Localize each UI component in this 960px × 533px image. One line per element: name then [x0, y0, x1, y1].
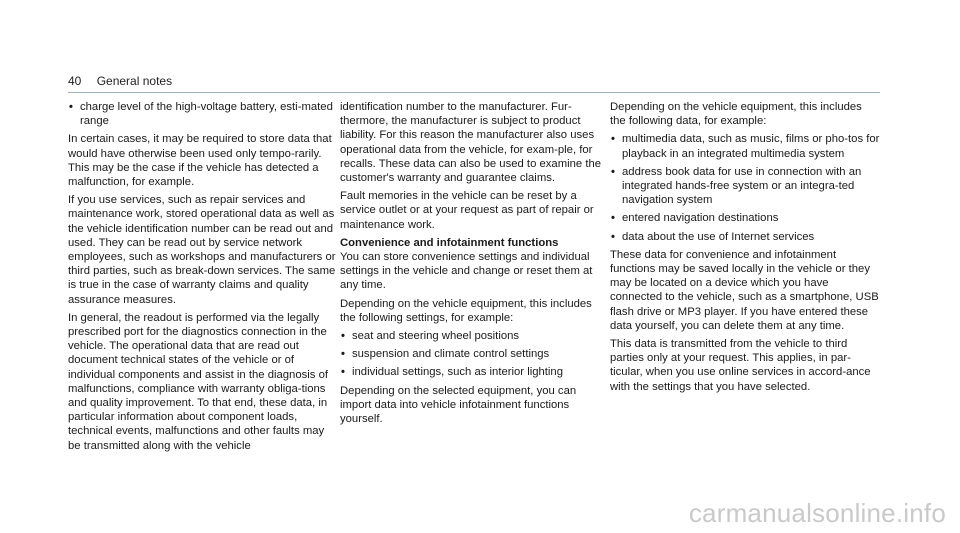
- section-title: General notes: [96, 74, 173, 88]
- page-header: [68, 74, 172, 88]
- bullet-list: [340, 329, 610, 380]
- list-item: [68, 100, 338, 128]
- bullet-list: [610, 132, 880, 243]
- paragraph: In general, the readout is performed via the legally prescribed port for the diagnostics connection in the vehicle. The operational data that are read out document technical states of the vehicle or of individual components and assist in the diagnosis of malfunctions, compliance with warranty obliga-tions and quality improvement. To that end, these data, in particular information about component loads, technical events, malfunctions and other faults may be transmitted along with the vehicle: [68, 311, 328, 452]
- list-item: [610, 211, 880, 225]
- list-item: [340, 329, 610, 343]
- paragraph: identification number to the manufacturer. Fur-thermore, the manufacturer is subject to product liability. For this reason the manufacturer also uses operational data from the vehicle, for exam-ple, for recalls. These data can also be used to examine the customer's warranty and guarantee claims.: [340, 101, 602, 185]
- list-item-text: data about the use of Internet services: [622, 230, 815, 243]
- bullet-icon: •: [611, 212, 615, 225]
- paragraph: Fault memories in the vehicle can be reset by a service outlet or at your request as part of repair or maintenance work.: [340, 190, 594, 231]
- bullet-icon: •: [341, 366, 345, 379]
- bullet-icon: •: [69, 101, 73, 113]
- bullet-icon: •: [611, 165, 615, 178]
- list-item-text: charge level of the high-voltage battery, esti-mated range: [80, 101, 333, 128]
- paragraph: These data for convenience and infotainment functions may be saved locally in the vehicle or they may be located on a device which you have connected to the vehicle, such as a smartphone, USB flash drive or MP3 player. If you have entered these data yourself, you can delete them at any time.: [610, 248, 879, 332]
- list-item-text: multimedia data, such as music, films or pho-tos for playback in an integrated multimedia system: [622, 133, 880, 160]
- page-number: 40: [68, 74, 82, 88]
- paragraph: You can store convenience settings and individual settings in the vehicle and change or reset them at any time.: [340, 251, 593, 292]
- watermark: carmanualsonline.info: [688, 498, 946, 528]
- paragraph: Depending on the selected equipment, you can import data into vehicle infotainment functions yourself.: [340, 384, 577, 426]
- bullet-icon: •: [341, 330, 345, 343]
- column-left: [68, 100, 338, 457]
- list-item: [340, 365, 610, 379]
- bullet-icon: •: [341, 348, 345, 361]
- paragraph: In certain cases, it may be required to store data that would have otherwise been used only tempo-rarily. This may be the case if the vehicle has detected a malfunction, for example.: [68, 133, 332, 189]
- list-item-text: suspension and climate control settings: [352, 348, 550, 361]
- section-heading: Convenience and infotainment functions: [340, 236, 559, 249]
- paragraph: This data is transmitted from the vehicle to third parties only at your request. This applies, in par-ticular, when you use online services in accord-ance with the settings that you have selected.: [610, 338, 871, 393]
- list-item: [610, 165, 880, 208]
- column-middle: [340, 100, 610, 430]
- list-item: [610, 132, 880, 160]
- bullet-icon: •: [611, 133, 615, 146]
- list-item-text: address book data for use in connection with an integrated hands-free system or an integra-ted navigation system: [622, 165, 862, 207]
- bullet-icon: •: [611, 230, 615, 243]
- header-divider: [68, 92, 880, 93]
- bullet-list: [68, 100, 338, 128]
- list-item: [340, 347, 610, 361]
- list-item-text: entered navigation destinations: [622, 212, 779, 225]
- paragraph: If you use services, such as repair services and maintenance work, stored operational data as well as the vehicle identification number can be read out and used. They can be read out by service network employees, such as workshops and manufacturers or third parties, such as break-down services. The same is true in the case of warranty claims and quality assurance measures.: [68, 194, 336, 306]
- column-right: [610, 100, 880, 398]
- paragraph: Depending on the vehicle equipment, this includes the following settings, for example:: [340, 297, 592, 324]
- list-item-text: individual settings, such as interior lighting: [352, 366, 563, 379]
- list-item: [610, 230, 880, 244]
- paragraph: Depending on the vehicle equipment, this includes the following data, for example:: [610, 101, 862, 128]
- list-item-text: seat and steering wheel positions: [352, 330, 520, 343]
